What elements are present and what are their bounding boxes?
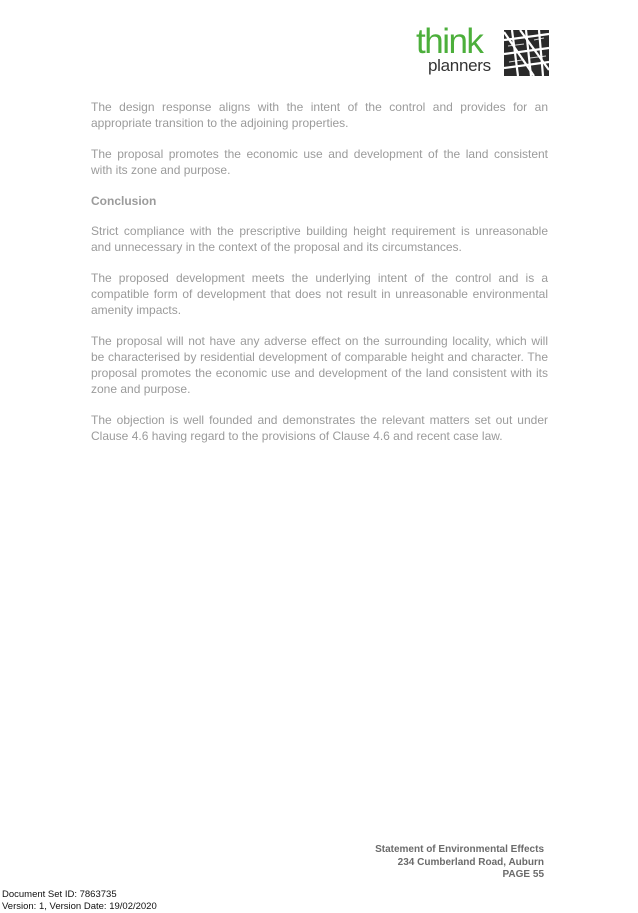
body-paragraph: The objection is well founded and demonstrates the relevant matters set out under Clause 4.6 having regard to the provisions of Clause 4.6 and recent case law. (91, 413, 548, 443)
footer-page-number: PAGE 55 (502, 869, 544, 880)
document-set-id: Document Set ID: 7863735 (2, 889, 117, 900)
footer-address: 234 Cumberland Road, Auburn (397, 856, 544, 868)
body-paragraph: The proposed development meets the underlying intent of the control and is a compatible form of development that does not result in unreasonable environmental amenity impacts. (91, 271, 548, 317)
logo-think-text: think (416, 22, 483, 61)
page-footer (375, 844, 544, 882)
body-paragraph: The proposal promotes the economic use and development of the land consistent with its zone and purpose. (91, 147, 548, 177)
document-version: Version: 1, Version Date: 19/02/2020 (2, 901, 157, 912)
city-map-icon (504, 30, 549, 76)
document-body (91, 99, 548, 459)
body-paragraph: Strict compliance with the prescriptive building height requirement is unreasonable and unnecessary in the context of the proposal and its circumstances. (91, 224, 548, 254)
think-planners-logo (412, 22, 552, 78)
document-set-info (2, 889, 157, 913)
footer-document-title: Statement of Environmental Effects (375, 844, 544, 855)
logo-planners-text: planners (428, 56, 491, 75)
section-heading: Conclusion (91, 194, 157, 208)
body-paragraph: The proposal will not have any adverse effect on the surrounding locality, which will be characterised by residential development of comparable height and character. The proposal promotes the economic use and development of the land consistent with its zone and purpose. (91, 334, 548, 396)
body-paragraph: The design response aligns with the intent of the control and provides for an appropriate transition to the adjoining properties. (91, 100, 548, 130)
